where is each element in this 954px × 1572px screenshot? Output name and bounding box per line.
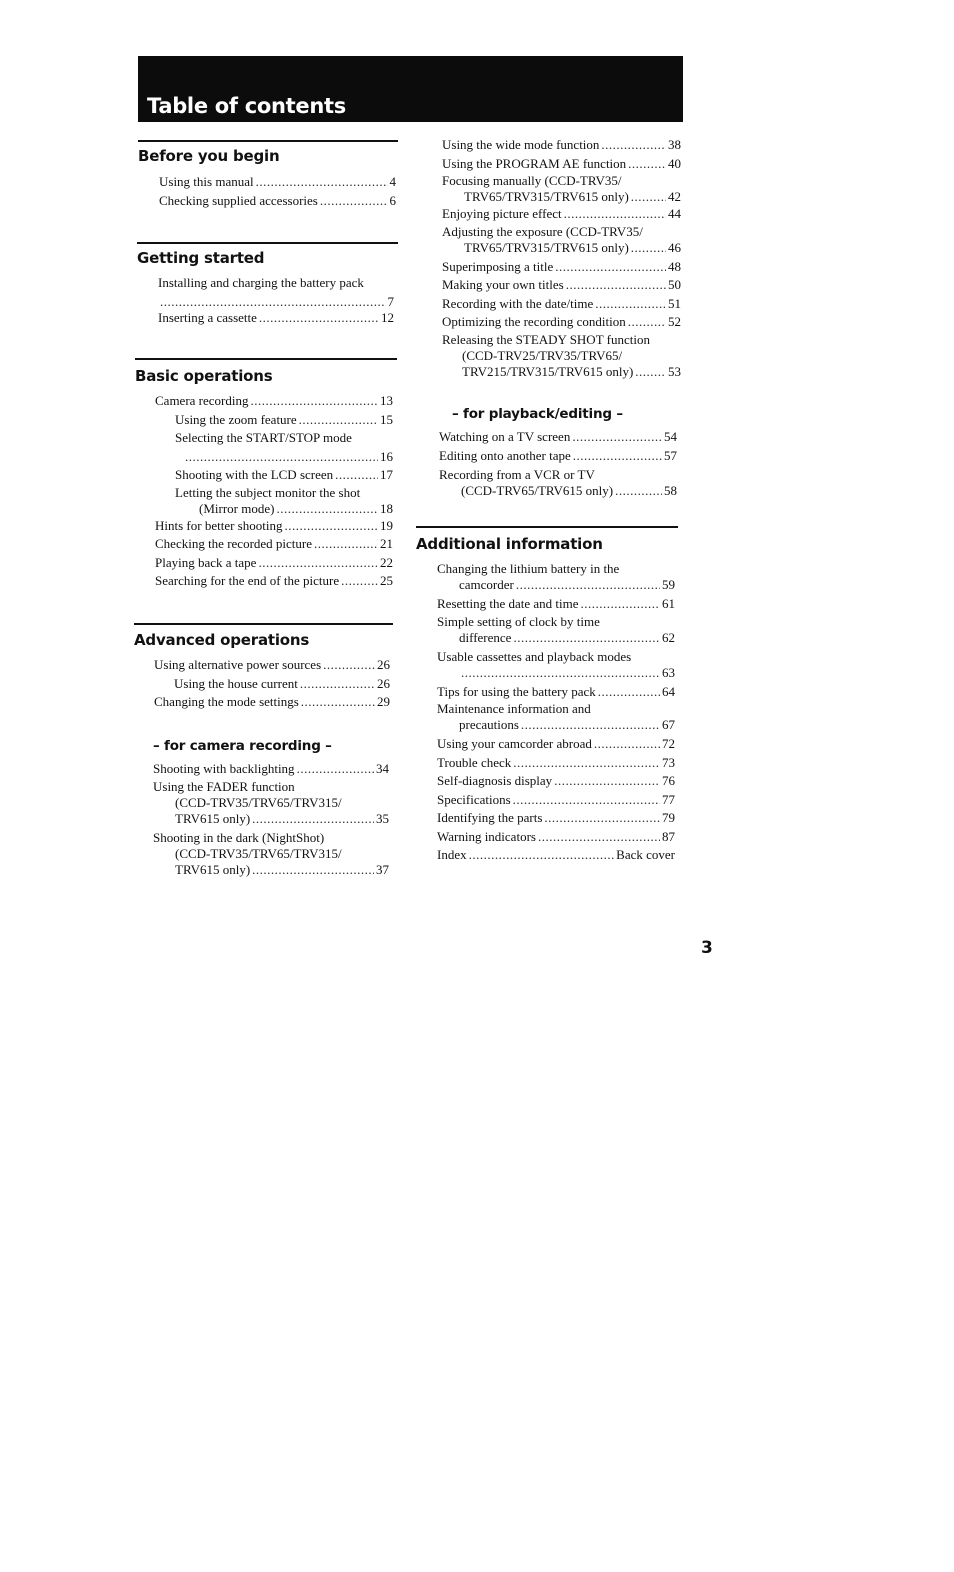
toc-entry[interactable]: Using this manual ..... 4: [159, 173, 396, 192]
toc-entry[interactable]: Selecting the START/STOP mode ..... 16: [155, 429, 393, 466]
title-bar: [138, 56, 683, 122]
toc-entry[interactable]: Using alternative power sources ..... 26: [154, 656, 390, 675]
entry-list: [442, 136, 681, 380]
toc-entry[interactable]: Using your camcorder abroad ..... 72: [437, 735, 675, 754]
toc-entry[interactable]: Enjoying picture effect ..... 44: [442, 205, 681, 224]
toc-entry[interactable]: Using the PROGRAM AE function ..... 40: [442, 155, 681, 174]
toc-entry[interactable]: Specifications ..... 77: [437, 791, 675, 810]
page-number: 3: [701, 938, 713, 958]
toc-entry[interactable]: Index ..... Back cover: [437, 846, 675, 865]
toc-entry[interactable]: Tips for using the battery pack ..... 64: [437, 683, 675, 702]
toc-entry[interactable]: Maintenance information and precautions ..... 67: [437, 701, 675, 733]
toc-entry[interactable]: Focusing manually (CCD-TRV35/ TRV65/TRV315/TRV615 only) ..... 42: [442, 173, 681, 205]
toc-entry[interactable]: Adjusting the exposure (CCD-TRV35/ TRV65/TRV315/TRV615 only) ..... 46: [442, 224, 681, 256]
entry-list: [154, 656, 390, 712]
toc-entry[interactable]: Recording with the date/time ..... 51: [442, 295, 681, 314]
toc-entry[interactable]: Camera recording ..... 13: [155, 392, 393, 411]
toc-entry[interactable]: Resetting the date and time ..... 61: [437, 595, 675, 614]
section-rule: [137, 242, 398, 244]
section-rule: [416, 526, 678, 528]
section-rule: [138, 140, 398, 142]
section-heading: Additional information: [416, 535, 603, 553]
toc-entry[interactable]: Playing back a tape ..... 22: [155, 554, 393, 573]
section-rule: [135, 358, 397, 360]
section-heading: Getting started: [137, 249, 265, 267]
entry-list: [158, 274, 394, 328]
toc-entry[interactable]: Self-diagnosis display ..... 76: [437, 772, 675, 791]
toc-entry[interactable]: Hints for better shooting ..... 19: [155, 517, 393, 536]
toc-entry[interactable]: Checking the recorded picture ..... 21: [155, 535, 393, 554]
toc-entry[interactable]: Using the house current ..... 26: [154, 675, 390, 694]
section-heading: Before you begin: [138, 147, 280, 165]
toc-entry[interactable]: Usable cassettes and playback modes ..... 63: [437, 649, 675, 681]
toc-entry[interactable]: Watching on a TV screen ..... 54: [439, 428, 677, 447]
toc-entry[interactable]: Simple setting of clock by time difference ..... 62: [437, 614, 675, 646]
toc-entry[interactable]: Changing the lithium battery in the camcorder ..... 59: [437, 561, 675, 593]
section-getting-started: [137, 242, 398, 325]
toc-entry[interactable]: Searching for the end of the picture ..... 25: [155, 572, 393, 591]
entry-list: [159, 173, 396, 210]
subsection-heading: – for camera recording –: [153, 738, 332, 754]
entry-list: [153, 760, 389, 878]
entry-list: [437, 561, 675, 865]
toc-entry[interactable]: Editing onto another tape ..... 57: [439, 447, 677, 466]
toc-entry[interactable]: Trouble check ..... 73: [437, 754, 675, 773]
toc-entry[interactable]: Warning indicators ..... 87: [437, 828, 675, 847]
section-heading: Basic operations: [135, 367, 273, 385]
section-rule: [134, 623, 393, 625]
toc-entry[interactable]: Using the FADER function (CCD-TRV35/TRV65/TRV315/ TRV615 only) ..... 35: [153, 779, 389, 827]
toc-entry[interactable]: Superimposing a title ..... 48: [442, 258, 681, 277]
toc-entry[interactable]: Shooting with the LCD screen ..... 17: [155, 466, 393, 485]
toc-entry[interactable]: Identifying the parts ..... 79: [437, 809, 675, 828]
toc-entry[interactable]: Letting the subject monitor the shot (Mirror mode) ..... 18: [155, 485, 393, 517]
toc-entry[interactable]: Making your own titles ..... 50: [442, 276, 681, 295]
entry-list: [155, 392, 393, 591]
section-before-you-begin: [138, 140, 398, 208]
entry-list: [439, 428, 677, 499]
toc-entry[interactable]: Installing and charging the battery pack ..... 7: [158, 274, 394, 311]
section-heading: Advanced operations: [134, 631, 310, 649]
toc-entry[interactable]: Using the wide mode function ..... 38: [442, 136, 681, 155]
toc-entry[interactable]: Using the zoom feature ..... 15: [155, 411, 393, 430]
page-title: Table of contents: [147, 94, 346, 118]
section-additional-information: [416, 526, 678, 862]
toc-entry[interactable]: Shooting with backlighting ..... 34: [153, 760, 389, 779]
toc-entry[interactable]: Recording from a VCR or TV (CCD-TRV65/TRV615 only) ..... 58: [439, 467, 677, 499]
toc-entry[interactable]: Shooting in the dark (NightShot) (CCD-TRV35/TRV65/TRV315/ TRV615 only) ..... 37: [153, 830, 389, 878]
toc-entry[interactable]: Releasing the STEADY SHOT function (CCD-TRV25/TRV35/TRV65/ TRV215/TRV315/TRV615 only) ..... 53: [442, 332, 681, 380]
section-advanced-operations: [134, 623, 393, 877]
toc-entry[interactable]: Optimizing the recording condition ..... 52: [442, 313, 681, 332]
toc-entry[interactable]: Checking supplied accessories ..... 6: [159, 192, 396, 211]
toc-entry[interactable]: Inserting a cassette ..... 12: [158, 309, 394, 328]
section-basic-operations: [135, 358, 397, 588]
toc-entry[interactable]: Changing the mode settings ..... 29: [154, 693, 390, 712]
subsection-heading: – for playback/editing –: [452, 406, 623, 422]
